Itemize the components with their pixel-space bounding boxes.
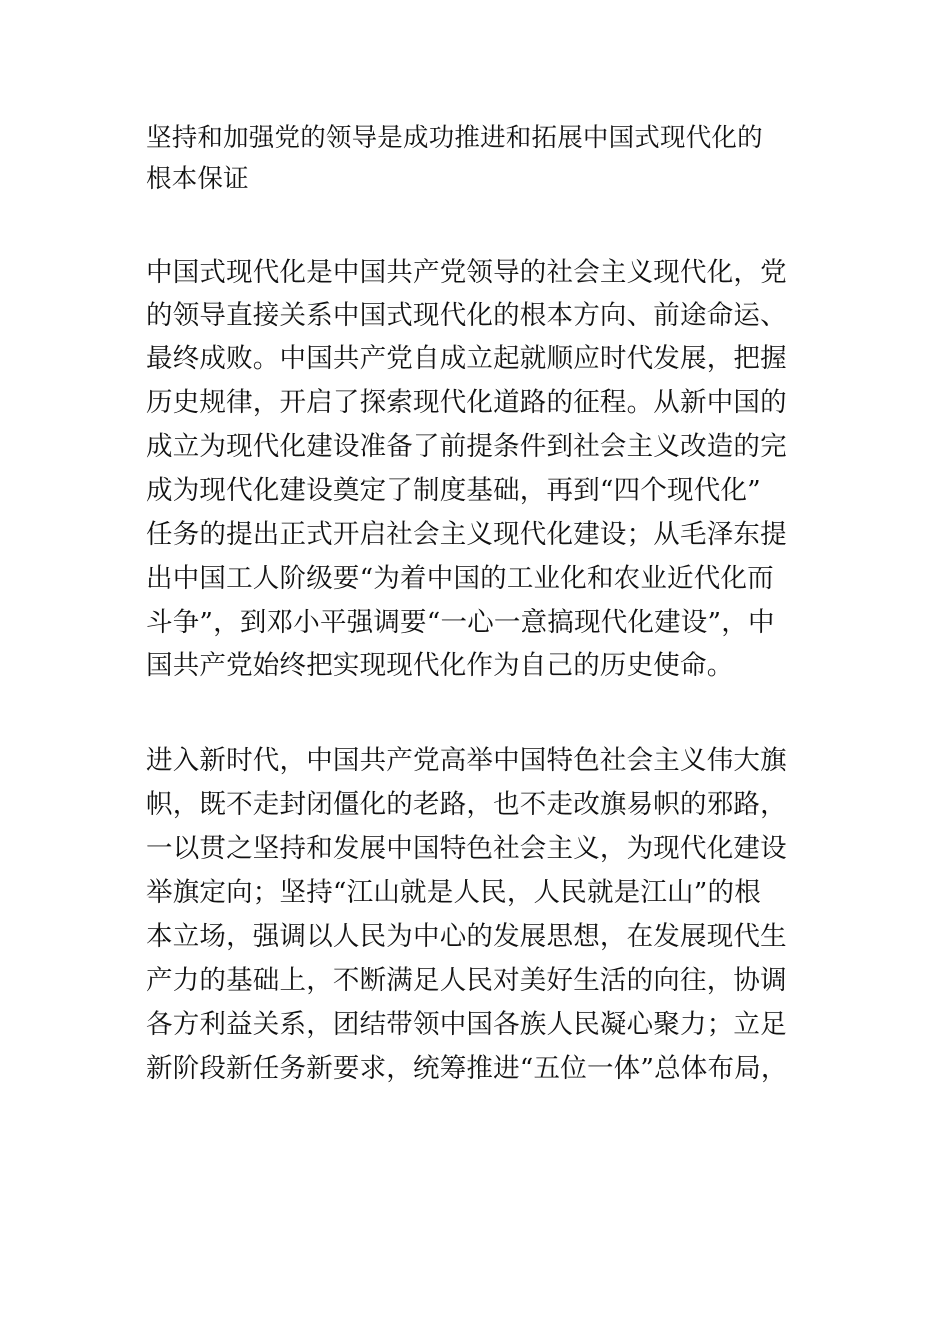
paragraph-line: 帜，既不走封闭僵化的老路，也不走改旗易帜的邪路， bbox=[146, 789, 787, 820]
paragraph-line: 产力的基础上，不断满足人民对美好生活的向往，协调 bbox=[146, 965, 787, 996]
paragraph-line: 历史规律，开启了探索现代化道路的征程。从新中国的 bbox=[146, 387, 787, 418]
paragraph-line: 中国式现代化是中国共产党领导的社会主义现代化，党 bbox=[146, 257, 787, 288]
title-line: 坚持和加强党的领导是成功推进和拓展中国式现代化的 bbox=[146, 123, 763, 153]
paragraph-line: 新阶段新任务新要求，统筹推进“五位一体”总体布局， bbox=[146, 1053, 788, 1084]
paragraph-line: 出中国工人阶级要“为着中国的工业化和农业近代化而 bbox=[146, 563, 774, 594]
paragraph-line: 斗争”，到邓小平强调要“一心一意搞现代化建设”，中 bbox=[146, 607, 775, 638]
paragraph-line: 最终成败。中国共产党自成立起就顺应时代发展，把握 bbox=[146, 343, 787, 374]
paragraph-line: 一以贯之坚持和发展中国特色社会主义，为现代化建设 bbox=[146, 833, 787, 864]
paragraph-line: 本立场，强调以人民为中心的发展思想，在发展现代生 bbox=[146, 921, 787, 952]
paragraph-line: 的领导直接关系中国式现代化的根本方向、前途命运、 bbox=[146, 300, 787, 331]
paragraph-line: 举旗定向；坚持“江山就是人民，人民就是江山”的根 bbox=[146, 877, 761, 908]
paragraph-line: 国共产党始终把实现现代化作为自己的历史使命。 bbox=[146, 650, 734, 681]
paragraph-line: 进入新时代，中国共产党高举中国特色社会主义伟大旗 bbox=[146, 745, 787, 776]
paragraph-line: 成为现代化建设奠定了制度基础，再到“四个现代化” bbox=[146, 475, 761, 506]
paragraph-line: 各方利益关系，团结带领中国各族人民凝心聚力；立足 bbox=[146, 1009, 787, 1040]
paragraph-line: 任务的提出正式开启社会主义现代化建设；从毛泽东提 bbox=[146, 519, 787, 550]
title-line: 根本保证 bbox=[146, 164, 249, 194]
paragraph-line: 成立为现代化建设准备了前提条件到社会主义改造的完 bbox=[146, 431, 787, 462]
